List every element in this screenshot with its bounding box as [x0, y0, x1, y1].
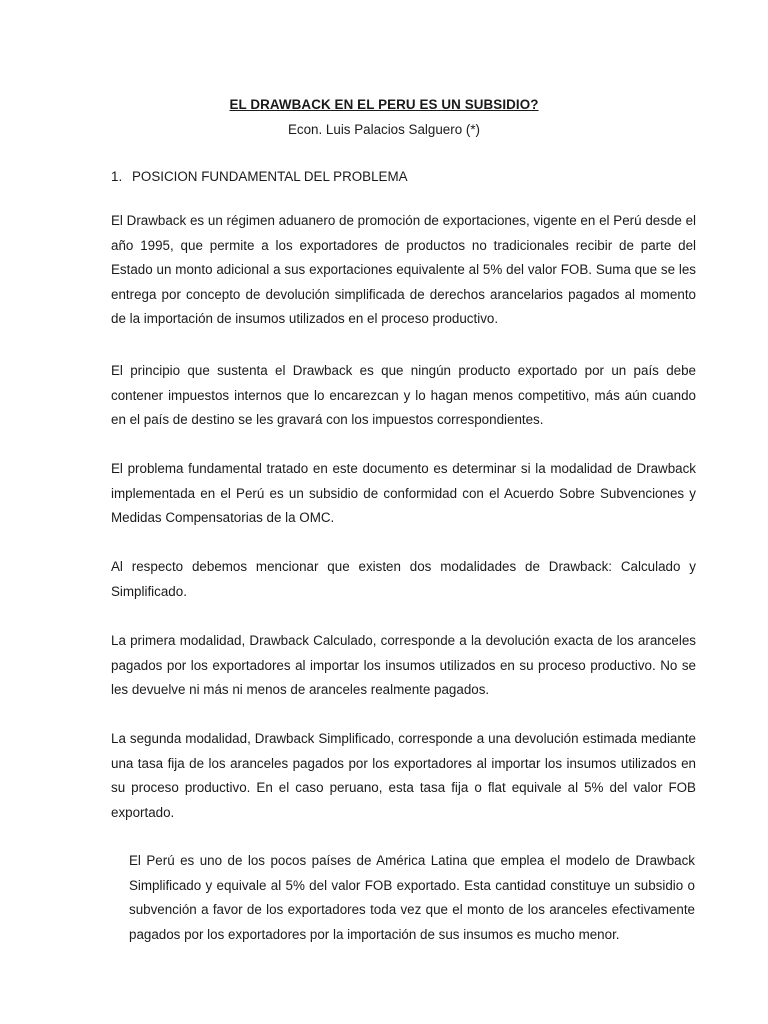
section-number: 1. — [111, 169, 123, 184]
paragraph: La primera modalidad, Drawback Calculado, corresponde a la devolución exacta de los aranceles pagados por los exportadores al importar los insumos utilizados en su proceso productivo. No se les devuelve ni más ni menos de aranceles realmente pagados. — [111, 633, 696, 698]
document-author: Econ. Luis Palacios Salguero (*) — [287, 122, 481, 137]
paragraph: Al respecto debemos mencionar que existen dos modalidades de Drawback: Calculado y Simplificado. — [111, 559, 696, 599]
paragraph-indented: El Perú es uno de los pocos países de América Latina que emplea el modelo de Drawback Simplificado y equivale al 5% del valor FOB exportado. Esta cantidad constituye un subsidio o subvención a favor de los exportadores toda vez que el monto de los aranceles efectivamente pagados por los exportadores por la importación de sus insumos es mucho menor. — [129, 853, 695, 942]
section-heading — [111, 169, 408, 184]
section-heading-text: POSICION FUNDAMENTAL DEL PROBLEMA — [132, 169, 408, 184]
paragraph: El Drawback es un régimen aduanero de promoción de exportaciones, vigente en el Perú desde el año 1995, que permite a los exportadores de productos no tradicionales recibir de parte del Estado un monto adicional a sus exportaciones equivalente al 5% del valor FOB. Suma que se les entrega por concepto de devolución simplificada de derechos arancelarios pagados al momento de la importación de insumos utilizados en el proceso productivo. — [111, 213, 696, 327]
paragraph: El problema fundamental tratado en este documento es determinar si la modalidad de Drawback implementada en el Perú es un subsidio de conformidad con el Acuerdo Sobre Subvenciones y Medidas Compensatorias de la OMC. — [111, 461, 696, 526]
paragraph: La segunda modalidad, Drawback Simplificado, corresponde a una devolución estimada mediante una tasa fija de los aranceles pagados por los exportadores al importar los insumos utilizados en su proceso productivo. En el caso peruano, esta tasa fija o flat equivale al 5% del valor FOB exportado. — [111, 731, 696, 820]
document-title: EL DRAWBACK EN EL PERU ES UN SUBSIDIO? — [229, 97, 539, 112]
paragraph: El principio que sustenta el Drawback es que ningún producto exportado por un país debe contener impuestos internos que lo encarezcan y lo hagan menos competitivo, más aún cuando en el país de destino se les gravará con los impuestos correspondientes. — [111, 363, 696, 428]
